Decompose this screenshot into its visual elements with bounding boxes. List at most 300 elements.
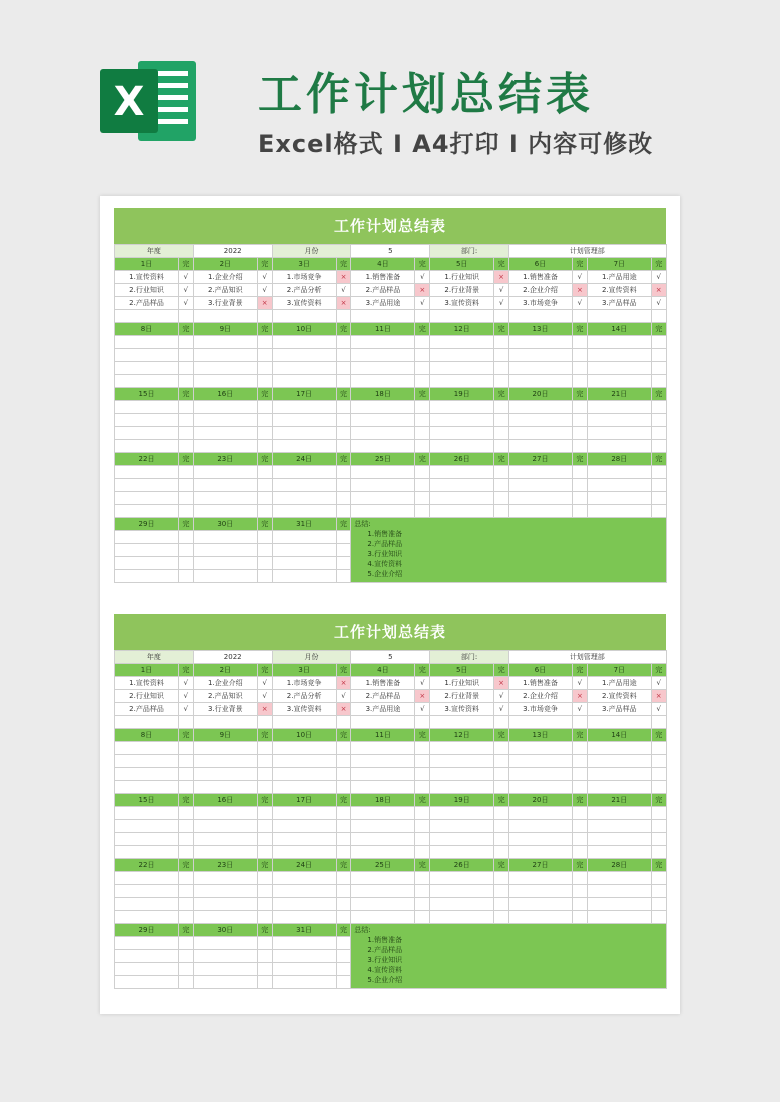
check-done-cell[interactable]: √ (179, 297, 194, 310)
task-cell[interactable] (509, 898, 573, 911)
task-cell[interactable] (351, 911, 415, 924)
check-cell[interactable] (573, 440, 588, 453)
check-cell[interactable] (257, 768, 272, 781)
task-cell[interactable] (351, 336, 415, 349)
check-cell[interactable] (179, 742, 194, 755)
check-cell[interactable] (257, 898, 272, 911)
check-done-cell[interactable]: √ (494, 284, 509, 297)
check-undone-cell[interactable]: × (336, 677, 351, 690)
check-cell[interactable] (494, 898, 509, 911)
task-cell[interactable] (430, 479, 494, 492)
task-cell[interactable]: 3.产品样品 (587, 703, 651, 716)
check-done-cell[interactable]: √ (257, 690, 272, 703)
task-cell[interactable] (430, 716, 494, 729)
task-cell[interactable] (351, 898, 415, 911)
task-cell[interactable] (193, 976, 257, 989)
task-cell[interactable] (193, 362, 257, 375)
task-cell[interactable] (115, 414, 179, 427)
check-cell[interactable] (336, 898, 351, 911)
check-cell[interactable] (336, 755, 351, 768)
task-cell[interactable] (272, 427, 336, 440)
check-cell[interactable] (179, 872, 194, 885)
task-cell[interactable] (115, 716, 179, 729)
task-cell[interactable] (509, 336, 573, 349)
check-cell[interactable] (415, 742, 430, 755)
check-cell[interactable] (336, 479, 351, 492)
task-cell[interactable] (351, 440, 415, 453)
task-cell[interactable]: 2.产品分析 (272, 284, 336, 297)
check-cell[interactable] (415, 755, 430, 768)
task-cell[interactable] (193, 768, 257, 781)
check-cell[interactable] (257, 872, 272, 885)
task-cell[interactable] (509, 440, 573, 453)
task-cell[interactable] (115, 492, 179, 505)
task-cell[interactable]: 2.产品分析 (272, 690, 336, 703)
task-cell[interactable] (430, 911, 494, 924)
task-cell[interactable]: 1.市场竞争 (272, 271, 336, 284)
task-cell[interactable] (193, 937, 257, 950)
task-cell[interactable] (430, 349, 494, 362)
task-cell[interactable] (509, 414, 573, 427)
task-cell[interactable] (272, 898, 336, 911)
task-cell[interactable]: 3.产品用途 (351, 297, 415, 310)
check-cell[interactable] (179, 414, 194, 427)
check-cell[interactable] (651, 310, 666, 323)
check-cell[interactable] (494, 820, 509, 833)
check-undone-cell[interactable]: × (257, 703, 272, 716)
task-cell[interactable] (272, 833, 336, 846)
task-cell[interactable] (193, 885, 257, 898)
check-cell[interactable] (494, 716, 509, 729)
task-cell[interactable] (587, 479, 651, 492)
task-cell[interactable] (115, 937, 179, 950)
task-cell[interactable]: 2.产品样品 (351, 284, 415, 297)
task-cell[interactable] (193, 846, 257, 859)
check-cell[interactable] (257, 885, 272, 898)
task-cell[interactable] (587, 310, 651, 323)
check-cell[interactable] (179, 950, 194, 963)
check-cell[interactable] (651, 898, 666, 911)
task-cell[interactable] (272, 362, 336, 375)
task-cell[interactable] (272, 911, 336, 924)
task-cell[interactable] (115, 544, 179, 557)
task-cell[interactable] (430, 742, 494, 755)
check-cell[interactable] (336, 570, 351, 583)
task-cell[interactable] (115, 531, 179, 544)
check-done-cell[interactable]: √ (415, 703, 430, 716)
task-cell[interactable] (272, 885, 336, 898)
check-cell[interactable] (179, 349, 194, 362)
task-cell[interactable] (193, 531, 257, 544)
task-cell[interactable] (272, 479, 336, 492)
task-cell[interactable] (509, 349, 573, 362)
task-cell[interactable] (115, 466, 179, 479)
check-cell[interactable] (415, 375, 430, 388)
check-done-cell[interactable]: √ (651, 703, 666, 716)
task-cell[interactable] (272, 937, 336, 950)
task-cell[interactable]: 2.产品样品 (115, 297, 179, 310)
check-cell[interactable] (179, 898, 194, 911)
check-cell[interactable] (415, 401, 430, 414)
check-done-cell[interactable]: √ (494, 690, 509, 703)
task-cell[interactable]: 2.行业知识 (115, 284, 179, 297)
check-cell[interactable] (494, 440, 509, 453)
dept-value[interactable]: 计划管理部 (509, 651, 667, 664)
check-cell[interactable] (651, 742, 666, 755)
check-cell[interactable] (651, 781, 666, 794)
year-value[interactable]: 2022 (193, 245, 272, 258)
task-cell[interactable] (115, 963, 179, 976)
task-cell[interactable] (272, 557, 336, 570)
check-cell[interactable] (257, 963, 272, 976)
year-value[interactable]: 2022 (193, 651, 272, 664)
task-cell[interactable] (351, 781, 415, 794)
check-cell[interactable] (494, 375, 509, 388)
check-cell[interactable] (415, 833, 430, 846)
check-cell[interactable] (573, 742, 588, 755)
task-cell[interactable] (430, 401, 494, 414)
check-cell[interactable] (179, 440, 194, 453)
check-cell[interactable] (336, 505, 351, 518)
check-cell[interactable] (573, 755, 588, 768)
task-cell[interactable] (587, 440, 651, 453)
check-cell[interactable] (573, 898, 588, 911)
check-done-cell[interactable]: √ (651, 271, 666, 284)
task-cell[interactable] (115, 950, 179, 963)
check-done-cell[interactable]: √ (179, 271, 194, 284)
summary-cell[interactable] (351, 924, 666, 989)
task-cell[interactable] (115, 898, 179, 911)
task-cell[interactable] (115, 570, 179, 583)
task-cell[interactable] (115, 505, 179, 518)
task-cell[interactable]: 1.销售准备 (351, 271, 415, 284)
check-cell[interactable] (573, 375, 588, 388)
check-cell[interactable] (494, 885, 509, 898)
task-cell[interactable] (115, 976, 179, 989)
task-cell[interactable] (115, 427, 179, 440)
check-cell[interactable] (494, 833, 509, 846)
check-cell[interactable] (651, 755, 666, 768)
task-cell[interactable]: 1.销售准备 (509, 271, 573, 284)
task-cell[interactable] (351, 492, 415, 505)
task-cell[interactable] (193, 427, 257, 440)
check-cell[interactable] (651, 401, 666, 414)
task-cell[interactable] (430, 466, 494, 479)
check-cell[interactable] (415, 440, 430, 453)
check-cell[interactable] (573, 479, 588, 492)
check-cell[interactable] (336, 336, 351, 349)
check-cell[interactable] (336, 872, 351, 885)
task-cell[interactable] (509, 807, 573, 820)
check-done-cell[interactable]: √ (179, 677, 194, 690)
check-cell[interactable] (494, 427, 509, 440)
task-cell[interactable] (193, 872, 257, 885)
task-cell[interactable] (193, 375, 257, 388)
check-cell[interactable] (651, 336, 666, 349)
check-cell[interactable] (257, 544, 272, 557)
check-cell[interactable] (336, 781, 351, 794)
task-cell[interactable] (272, 976, 336, 989)
check-cell[interactable] (494, 479, 509, 492)
check-cell[interactable] (651, 885, 666, 898)
check-cell[interactable] (257, 466, 272, 479)
check-cell[interactable] (257, 336, 272, 349)
check-cell[interactable] (651, 768, 666, 781)
check-cell[interactable] (494, 414, 509, 427)
check-cell[interactable] (573, 846, 588, 859)
check-done-cell[interactable]: √ (415, 677, 430, 690)
check-cell[interactable] (494, 310, 509, 323)
task-cell[interactable]: 3.宣传资料 (430, 297, 494, 310)
task-cell[interactable] (115, 557, 179, 570)
task-cell[interactable] (509, 885, 573, 898)
task-cell[interactable] (587, 336, 651, 349)
task-cell[interactable] (587, 885, 651, 898)
check-undone-cell[interactable]: × (336, 297, 351, 310)
check-cell[interactable] (651, 846, 666, 859)
check-cell[interactable] (573, 427, 588, 440)
task-cell[interactable] (193, 833, 257, 846)
task-cell[interactable] (115, 846, 179, 859)
check-cell[interactable] (573, 807, 588, 820)
check-cell[interactable] (257, 570, 272, 583)
check-cell[interactable] (257, 937, 272, 950)
check-done-cell[interactable]: √ (573, 703, 588, 716)
check-undone-cell[interactable]: × (651, 284, 666, 297)
task-cell[interactable] (351, 885, 415, 898)
task-cell[interactable] (193, 557, 257, 570)
check-cell[interactable] (179, 963, 194, 976)
check-cell[interactable] (179, 976, 194, 989)
task-cell[interactable] (115, 310, 179, 323)
task-cell[interactable] (272, 846, 336, 859)
task-cell[interactable] (193, 755, 257, 768)
check-cell[interactable] (651, 505, 666, 518)
check-cell[interactable] (494, 505, 509, 518)
check-cell[interactable] (179, 911, 194, 924)
check-cell[interactable] (573, 349, 588, 362)
task-cell[interactable] (587, 349, 651, 362)
check-cell[interactable] (336, 401, 351, 414)
check-cell[interactable] (179, 310, 194, 323)
check-cell[interactable] (336, 544, 351, 557)
check-cell[interactable] (415, 911, 430, 924)
task-cell[interactable] (351, 466, 415, 479)
task-cell[interactable] (272, 781, 336, 794)
task-cell[interactable] (115, 781, 179, 794)
task-cell[interactable] (430, 310, 494, 323)
task-cell[interactable] (587, 846, 651, 859)
check-cell[interactable] (494, 466, 509, 479)
check-cell[interactable] (573, 492, 588, 505)
check-cell[interactable] (494, 781, 509, 794)
task-cell[interactable]: 2.行业知识 (115, 690, 179, 703)
task-cell[interactable]: 2.产品知识 (193, 284, 257, 297)
task-cell[interactable] (193, 479, 257, 492)
task-cell[interactable] (509, 781, 573, 794)
check-cell[interactable] (336, 466, 351, 479)
check-cell[interactable] (573, 768, 588, 781)
check-cell[interactable] (179, 885, 194, 898)
task-cell[interactable] (509, 846, 573, 859)
task-cell[interactable] (587, 505, 651, 518)
check-cell[interactable] (257, 820, 272, 833)
task-cell[interactable] (351, 742, 415, 755)
task-cell[interactable]: 2.企业介绍 (509, 284, 573, 297)
check-cell[interactable] (494, 336, 509, 349)
task-cell[interactable] (430, 440, 494, 453)
task-cell[interactable] (351, 768, 415, 781)
check-cell[interactable] (573, 414, 588, 427)
check-cell[interactable] (494, 401, 509, 414)
task-cell[interactable] (272, 820, 336, 833)
check-cell[interactable] (415, 492, 430, 505)
check-cell[interactable] (494, 911, 509, 924)
task-cell[interactable]: 3.宣传资料 (430, 703, 494, 716)
task-cell[interactable] (272, 310, 336, 323)
task-cell[interactable] (509, 716, 573, 729)
check-cell[interactable] (336, 807, 351, 820)
check-cell[interactable] (415, 479, 430, 492)
task-cell[interactable] (351, 479, 415, 492)
check-done-cell[interactable]: √ (651, 297, 666, 310)
check-undone-cell[interactable]: × (494, 271, 509, 284)
check-cell[interactable] (573, 466, 588, 479)
task-cell[interactable] (351, 716, 415, 729)
task-cell[interactable] (193, 820, 257, 833)
task-cell[interactable] (193, 505, 257, 518)
check-cell[interactable] (415, 466, 430, 479)
check-cell[interactable] (415, 898, 430, 911)
task-cell[interactable] (351, 505, 415, 518)
task-cell[interactable] (351, 755, 415, 768)
check-cell[interactable] (336, 846, 351, 859)
task-cell[interactable] (587, 362, 651, 375)
task-cell[interactable] (193, 492, 257, 505)
task-cell[interactable]: 2.宣传资料 (587, 284, 651, 297)
check-cell[interactable] (179, 362, 194, 375)
task-cell[interactable] (193, 544, 257, 557)
check-cell[interactable] (494, 846, 509, 859)
check-done-cell[interactable]: √ (494, 703, 509, 716)
task-cell[interactable] (272, 505, 336, 518)
check-done-cell[interactable]: √ (494, 297, 509, 310)
task-cell[interactable] (193, 310, 257, 323)
check-cell[interactable] (336, 885, 351, 898)
check-cell[interactable] (336, 492, 351, 505)
check-cell[interactable] (257, 755, 272, 768)
task-cell[interactable] (193, 570, 257, 583)
check-cell[interactable] (179, 807, 194, 820)
task-cell[interactable]: 1.企业介绍 (193, 677, 257, 690)
check-cell[interactable] (179, 570, 194, 583)
check-cell[interactable] (415, 807, 430, 820)
task-cell[interactable] (351, 846, 415, 859)
task-cell[interactable] (115, 336, 179, 349)
check-cell[interactable] (494, 362, 509, 375)
task-cell[interactable] (272, 950, 336, 963)
task-cell[interactable] (272, 807, 336, 820)
task-cell[interactable] (351, 375, 415, 388)
check-cell[interactable] (651, 716, 666, 729)
task-cell[interactable] (272, 570, 336, 583)
check-cell[interactable] (415, 427, 430, 440)
check-done-cell[interactable]: √ (179, 690, 194, 703)
dept-value[interactable]: 计划管理部 (509, 245, 667, 258)
check-cell[interactable] (179, 375, 194, 388)
task-cell[interactable] (193, 466, 257, 479)
task-cell[interactable] (193, 742, 257, 755)
check-cell[interactable] (651, 414, 666, 427)
check-cell[interactable] (415, 505, 430, 518)
check-cell[interactable] (336, 911, 351, 924)
check-undone-cell[interactable]: × (257, 297, 272, 310)
task-cell[interactable]: 1.行业知识 (430, 271, 494, 284)
check-cell[interactable] (179, 427, 194, 440)
check-done-cell[interactable]: √ (573, 677, 588, 690)
task-cell[interactable] (587, 911, 651, 924)
task-cell[interactable] (509, 362, 573, 375)
check-done-cell[interactable]: √ (257, 271, 272, 284)
task-cell[interactable] (587, 375, 651, 388)
task-cell[interactable] (587, 742, 651, 755)
task-cell[interactable]: 2.宣传资料 (587, 690, 651, 703)
check-done-cell[interactable]: √ (179, 284, 194, 297)
task-cell[interactable] (272, 872, 336, 885)
month-value[interactable]: 5 (351, 245, 430, 258)
task-cell[interactable]: 1.宣传资料 (115, 677, 179, 690)
check-cell[interactable] (573, 872, 588, 885)
task-cell[interactable] (509, 755, 573, 768)
task-cell[interactable] (430, 807, 494, 820)
task-cell[interactable] (587, 820, 651, 833)
task-cell[interactable] (430, 898, 494, 911)
check-done-cell[interactable]: √ (573, 271, 588, 284)
task-cell[interactable] (115, 911, 179, 924)
check-cell[interactable] (651, 820, 666, 833)
task-cell[interactable] (351, 833, 415, 846)
check-done-cell[interactable]: √ (336, 690, 351, 703)
task-cell[interactable]: 2.行业背景 (430, 690, 494, 703)
check-undone-cell[interactable]: × (415, 284, 430, 297)
task-cell[interactable]: 1.销售准备 (351, 677, 415, 690)
task-cell[interactable] (193, 807, 257, 820)
check-cell[interactable] (179, 401, 194, 414)
check-cell[interactable] (573, 310, 588, 323)
task-cell[interactable] (509, 820, 573, 833)
check-cell[interactable] (257, 911, 272, 924)
check-cell[interactable] (573, 885, 588, 898)
check-cell[interactable] (179, 492, 194, 505)
check-done-cell[interactable]: √ (415, 271, 430, 284)
check-cell[interactable] (651, 427, 666, 440)
check-cell[interactable] (494, 872, 509, 885)
task-cell[interactable] (115, 768, 179, 781)
check-cell[interactable] (257, 349, 272, 362)
task-cell[interactable] (509, 768, 573, 781)
task-cell[interactable] (193, 963, 257, 976)
check-cell[interactable] (179, 557, 194, 570)
check-undone-cell[interactable]: × (573, 284, 588, 297)
check-cell[interactable] (336, 976, 351, 989)
task-cell[interactable] (115, 755, 179, 768)
check-cell[interactable] (336, 716, 351, 729)
task-cell[interactable] (193, 414, 257, 427)
task-cell[interactable] (509, 492, 573, 505)
task-cell[interactable] (587, 414, 651, 427)
check-cell[interactable] (573, 716, 588, 729)
task-cell[interactable]: 2.产品样品 (115, 703, 179, 716)
